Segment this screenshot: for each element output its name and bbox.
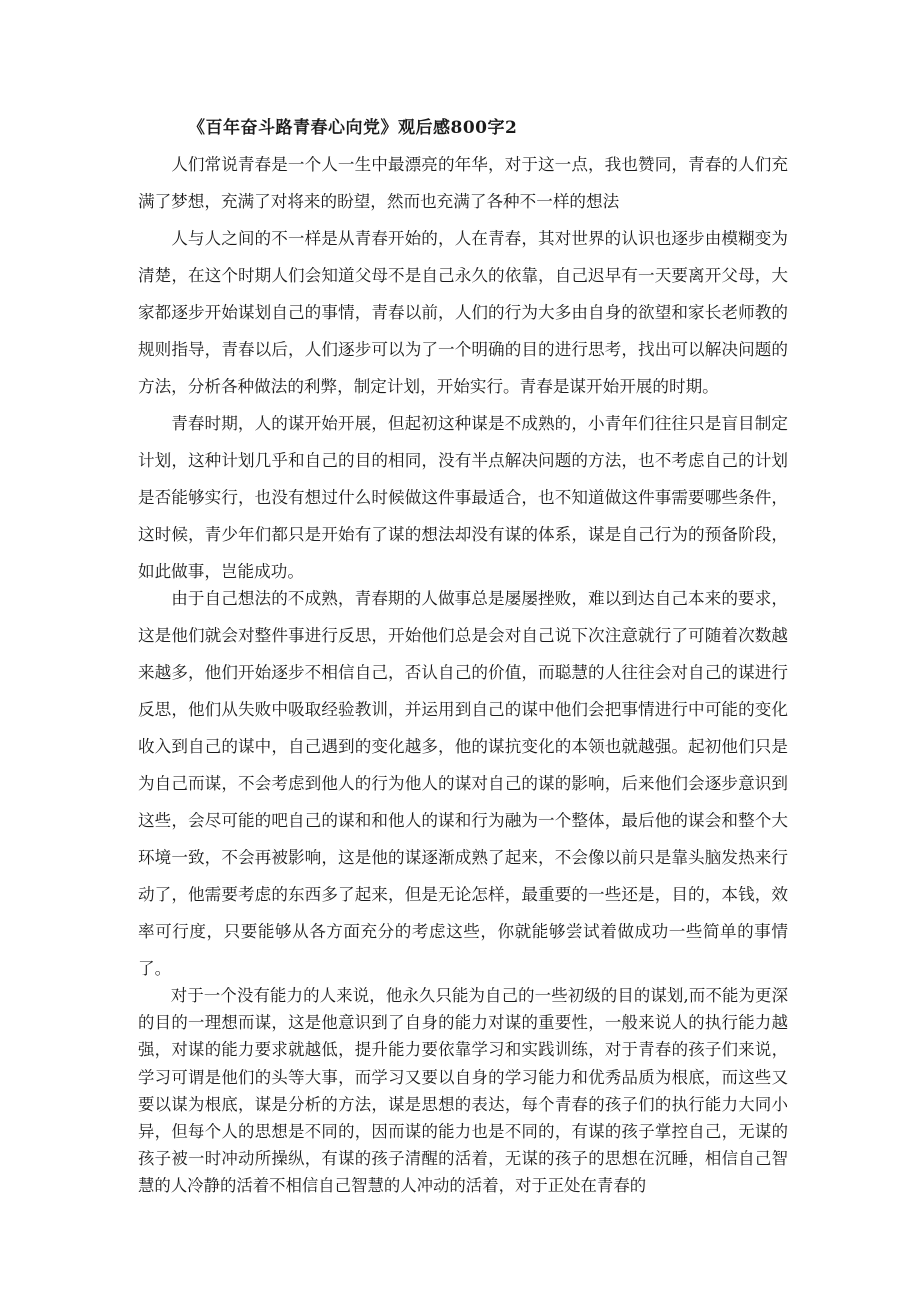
- paragraph-1: 人们常说青春是一个人一生中最漂亮的年华，对于这一点，我也赞同，青春的人们充满了梦想，充满了对将来的盼望，然而也充满了各种不一样的想法: [138, 155, 788, 211]
- body-section-1: [138, 146, 788, 220]
- paragraph-3: 青春时期，人的谋开始开展，但起初这种谋是不成熟的，小青年们往往只是盲目制定计划，这种计划几乎和自己的目的相同，没有半点解决问题的方法，也不考虑自己的计划是否能够实行，也没有想过什么时候做这件事最适合，也不知道做这件事需要哪些条件，这时候，青少年们都只是开始有了谋的想法却没有谋的体系，谋是自己行为的预备阶段，如此做事，岂能成功。: [138, 414, 788, 581]
- body-section-2: [138, 220, 788, 405]
- body-section-4: [138, 580, 788, 987]
- body-section-5: [138, 982, 788, 1200]
- paragraph-5: 对于一个没有能力的人来说，他永久只能为自己的一些初级的目的谋划,而不能为更深的目的一理想而谋，这是他意识到了自身的能力对谋的重要性，一般来说人的执行能力越强，对谋的能力要求就越低，提升能力要依靠学习和实践训练，对于青春的孩子们来说，学习可谓是他们的头等大事，而学习又要以自身的学习能力和优秀品质为根底，而这些又要以谋为根底，谋是分析的方法，谋是思想的表达，每个青春的孩子们的执行能力大同小异，但每个人的思想是不同的，因而谋的能力也是不同的，有谋的孩子掌控自己，无谋的孩子被一时冲动所操纵，有谋的孩子清醒的活着，无谋的孩子的思想在沉睡，相信自己智慧的人冷静的活着不相信自己智慧的人冲动的活着，对于正处在青春的: [138, 986, 788, 1196]
- document-title: 《百年奋斗路青春心向党》观后感800字2: [188, 118, 518, 138]
- paragraph-4: 由于自己想法的不成熟，青春期的人做事总是屡屡挫败，难以到达自己本来的要求，这是他们就会对整件事进行反思，开始他们总是会对自己说下次注意就行了可随着次数越来越多，他们开始逐步不相信自己，否认自己的价值，而聪慧的人往往会对自己的谋进行反思，他们从失败中吸取经验教训，并运用到自己的谋中他们会把事情进行中可能的变化收入到自己的谋中，自己遇到的变化越多，他的谋抗变化的本领也就越强。起初他们只是为自己而谋，不会考虑到他人的行为他人的谋对自己的谋的影响，后来他们会逐步意识到这些，会尽可能的吧自己的谋和和他人的谋和行为融为一个整体，最后他的谋会和整个大环境一致，不会再被影响，这是他的谋逐渐成熟了起来，不会像以前只是靠头脑发热来行动了，他需要考虑的东西多了起来，但是无论怎样，最重要的一些还是，目的，本钱，效率可行度，只要能够从各方面充分的考虑这些，你就能够尝试着做成功一些简单的事情了。: [138, 589, 788, 978]
- body-section-3: [138, 405, 788, 590]
- paragraph-2: 人与人之间的不一样是从青春开始的，人在青春，其对世界的认识也逐步由模糊变为清楚，在这个时期人们会知道父母不是自己永久的依靠，自己迟早有一天要离开父母，大家都逐步开始谋划自己的事情，青春以前，人们的行为大多由自身的欲望和家长老师教的规则指导，青春以后，人们逐步可以为了一个明确的目的进行思考，找出可以解决问题的方法，分析各种做法的利弊，制定计划，开始实行。青春是谋开始开展的时期。: [138, 229, 788, 396]
